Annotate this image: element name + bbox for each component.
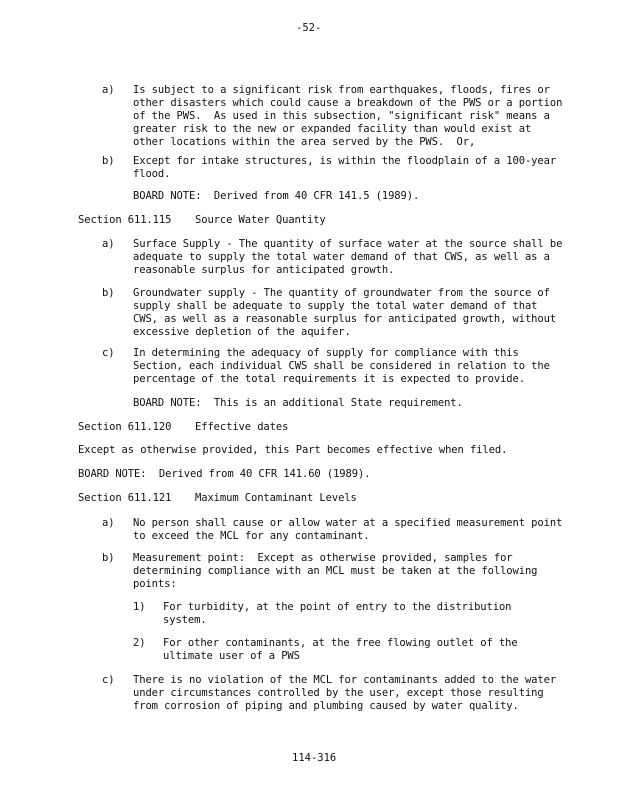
item-marker: b) — [102, 552, 115, 564]
item-text-line: CWS, as well as a reasonable surplus for anticipated growth, without — [133, 313, 557, 325]
item-text-line: percentage of the total requirements it is expected to provide. — [133, 373, 525, 385]
section-title: Source Water Quantity — [195, 214, 326, 226]
board-note: BOARD NOTE: Derived from 40 CFR 141.60 (1989). — [78, 468, 371, 480]
item-text-line: Except for intake structures, is within the floodplain of a 100-year — [133, 155, 557, 167]
subitem-marker: 1) — [133, 601, 146, 613]
subitem-marker: 2) — [133, 637, 146, 649]
item-text-line: reasonable surplus for anticipated growth. — [133, 264, 395, 276]
section-number: Section 611.120 — [78, 421, 172, 433]
subitem-text-line: For turbidity, at the point of entry to the distribution — [163, 601, 512, 613]
item-marker: c) — [102, 674, 115, 686]
item-text-line: No person shall cause or allow water at a specified measurement point — [133, 517, 563, 529]
item-text-line: points: — [133, 578, 177, 590]
item-text-line: In determining the adequacy of supply for compliance with this — [133, 347, 519, 359]
section-title: Effective dates — [195, 421, 289, 433]
paragraph-text: Except as otherwise provided, this Part becomes effective when filed. — [78, 444, 508, 456]
item-marker: a) — [102, 517, 115, 529]
subitem-text-line: ultimate user of a PWS — [163, 650, 300, 662]
item-text-line: from corrosion of piping and plumbing caused by water quality. — [133, 700, 519, 712]
item-text-line: excessive depletion of the aquifer. — [133, 326, 351, 338]
item-text-line: There is no violation of the MCL for contaminants added to the water — [133, 674, 557, 686]
item-marker: a) — [102, 84, 115, 96]
item-text-line: Measurement point: Except as otherwise provided, samples for — [133, 552, 513, 564]
item-text-line: other locations within the area served by the PWS. Or, — [133, 136, 476, 148]
item-text-line: to exceed the MCL for any contaminant. — [133, 530, 370, 542]
section-title: Maximum Contaminant Levels — [195, 492, 357, 504]
page-footer-number: 114-316 — [292, 752, 337, 764]
item-text-line: determining compliance with an MCL must be taken at the following — [133, 565, 538, 577]
item-marker: b) — [102, 287, 115, 299]
item-text-line: flood. — [133, 168, 171, 180]
item-text-line: Is subject to a significant risk from earthquakes, floods, fires or — [133, 84, 550, 96]
section-number: Section 611.115 — [78, 214, 172, 226]
section-number: Section 611.121 — [78, 492, 172, 504]
board-note: BOARD NOTE: This is an additional State requirement. — [133, 397, 463, 409]
item-text-line: Section, each individual CWS shall be considered in relation to the — [133, 360, 550, 372]
item-marker: b) — [102, 155, 115, 167]
item-text-line: adequate to supply the total water demand of that CWS, as well as a — [133, 251, 550, 263]
item-text-line: Surface Supply - The quantity of surface water at the source shall be — [133, 238, 563, 250]
item-text-line: of the PWS. As used in this subsection, "significant risk" means a — [133, 110, 550, 122]
item-text-line: supply shall be adequate to supply the total water demand of that — [133, 300, 538, 312]
item-marker: a) — [102, 238, 115, 250]
item-text-line: under circumstances controlled by the user, except those resulting — [133, 687, 544, 699]
page-header-number: -52- — [296, 22, 322, 34]
item-marker: c) — [102, 347, 115, 359]
subitem-text-line: For other contaminants, at the free flowing outlet of the — [163, 637, 518, 649]
board-note: BOARD NOTE: Derived from 40 CFR 141.5 (1989). — [133, 190, 420, 202]
item-text-line: greater risk to the new or expanded facility than would exist at — [133, 123, 532, 135]
item-text-line: Groundwater supply - The quantity of groundwater from the source of — [133, 287, 550, 299]
subitem-text-line: system. — [163, 614, 207, 626]
item-text-line: other disasters which could cause a breakdown of the PWS or a portion — [133, 97, 563, 109]
